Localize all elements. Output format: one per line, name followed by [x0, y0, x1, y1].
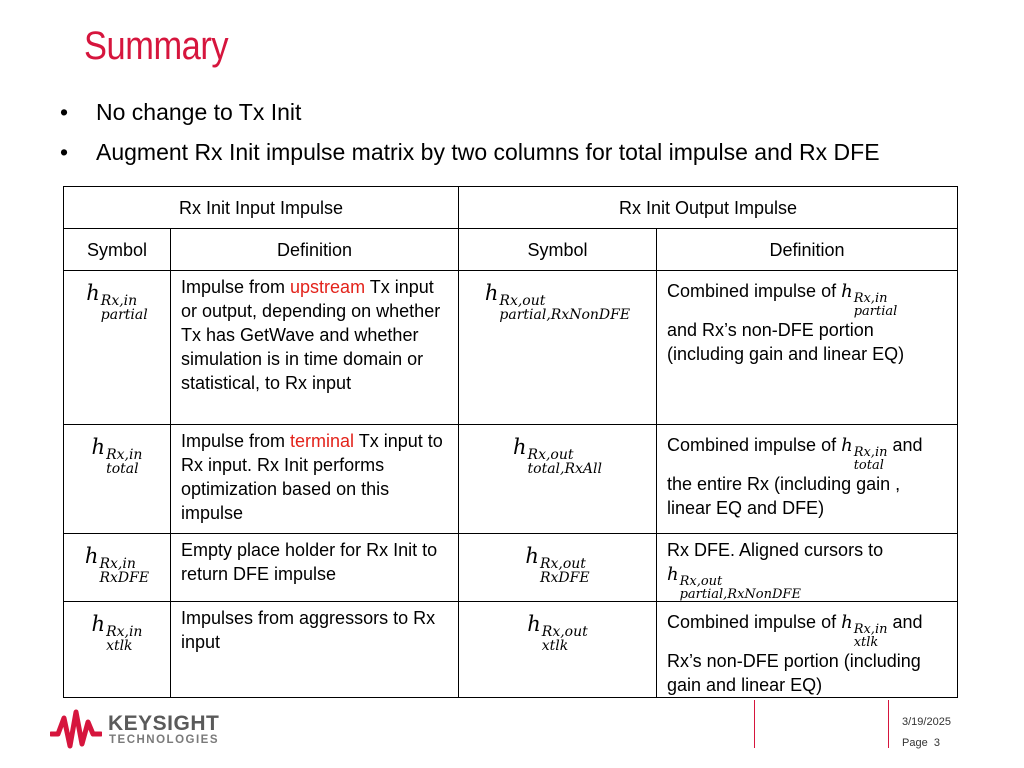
keysight-logo — [50, 708, 220, 757]
keysight-wave-icon — [50, 708, 102, 752]
footer-page: Page 3 — [902, 737, 940, 749]
input-definition-cell: Impulse from upstream Tx input or output, depending on whether Tx has GetWave and whether simulation is in time domain or statistical, to Rx input — [171, 271, 459, 425]
bullet-dot: • — [60, 139, 69, 165]
table-row — [64, 425, 958, 534]
math-symbol: h Rx,in xtlk — [91, 612, 143, 654]
math-symbol: h Rx,in total — [841, 435, 888, 473]
math-symbol: h Rx,in RxDFE — [84, 544, 150, 586]
highlight-term: upstream — [290, 277, 366, 297]
bullet-dot: • — [60, 99, 69, 125]
math-symbol: h Rx,in partial — [86, 281, 148, 323]
column-header-input-definition: Definition — [171, 229, 459, 271]
output-definition-cell: Combined impulse of h Rx,in partial and Rx’s non-DFE portion (including gain and linear EQ) — [657, 271, 958, 425]
math-symbol: h Rx,in xtlk — [841, 612, 888, 650]
output-definition-cell: Combined impulse of h Rx,in xtlk and Rx’s non-DFE portion (including gain and linear EQ) — [657, 602, 958, 698]
column-header-output-definition: Definition — [657, 229, 958, 271]
input-symbol-cell — [64, 271, 171, 425]
bullet-text: Augment Rx Init impulse matrix by two columns for total impulse and Rx DFE — [96, 139, 880, 165]
output-definition-cell: Combined impulse of h Rx,in total and the entire Rx (including gain , linear EQ and DFE) — [657, 425, 958, 534]
brand-subtitle: TECHNOLOGIES — [109, 734, 220, 746]
table-row — [64, 271, 958, 425]
group-header-input: Rx Init Input Impulse — [64, 187, 459, 229]
math-symbol: h Rx,in partial — [841, 281, 898, 319]
math-symbol: h Rx,in total — [91, 435, 143, 477]
highlight-term: terminal — [290, 431, 355, 451]
output-symbol-cell — [459, 534, 657, 602]
input-symbol-cell — [64, 425, 171, 534]
bullet-text: No change to Tx Init — [96, 99, 302, 125]
math-symbol: h Rx,out total,RxAll — [513, 435, 602, 477]
input-definition-cell: Impulse from terminal Tx input to Rx input. Rx Init performs optimization based on this impulse — [171, 425, 459, 534]
column-header-output-symbol: Symbol — [459, 229, 657, 271]
output-definition-cell: Rx DFE. Aligned cursors to h Rx,out partial,RxNonDFE — [657, 534, 958, 602]
bullet-list — [60, 96, 880, 176]
bullet-item — [60, 96, 880, 136]
bullet-item — [60, 136, 880, 176]
footer-divider — [754, 700, 755, 748]
input-definition-cell: Impulses from aggressors to Rx input — [171, 602, 459, 698]
column-header-input-symbol: Symbol — [64, 229, 171, 271]
group-header-output: Rx Init Output Impulse — [459, 187, 958, 229]
math-symbol: h Rx,out partial,RxNonDFE — [667, 564, 801, 602]
math-symbol: h Rx,out RxDFE — [525, 544, 590, 586]
input-symbol-cell — [64, 602, 171, 698]
output-symbol-cell — [459, 602, 657, 698]
table-row — [64, 534, 958, 602]
math-symbol: h Rx,out xtlk — [527, 612, 588, 654]
output-symbol-cell — [459, 425, 657, 534]
brand-name: KEYSIGHT — [108, 712, 220, 735]
input-definition-cell: Empty place holder for Rx Init to return DFE impulse — [171, 534, 459, 602]
slide-title: Summary — [84, 24, 229, 68]
impulse-matrix-table — [63, 186, 958, 698]
table-row — [64, 602, 958, 698]
input-symbol-cell — [64, 534, 171, 602]
output-symbol-cell — [459, 271, 657, 425]
page-number: 3 — [933, 737, 940, 749]
footer-date: 3/19/2025 — [902, 716, 951, 728]
footer-divider — [888, 700, 889, 748]
math-symbol: h Rx,out partial,RxNonDFE — [484, 281, 631, 323]
